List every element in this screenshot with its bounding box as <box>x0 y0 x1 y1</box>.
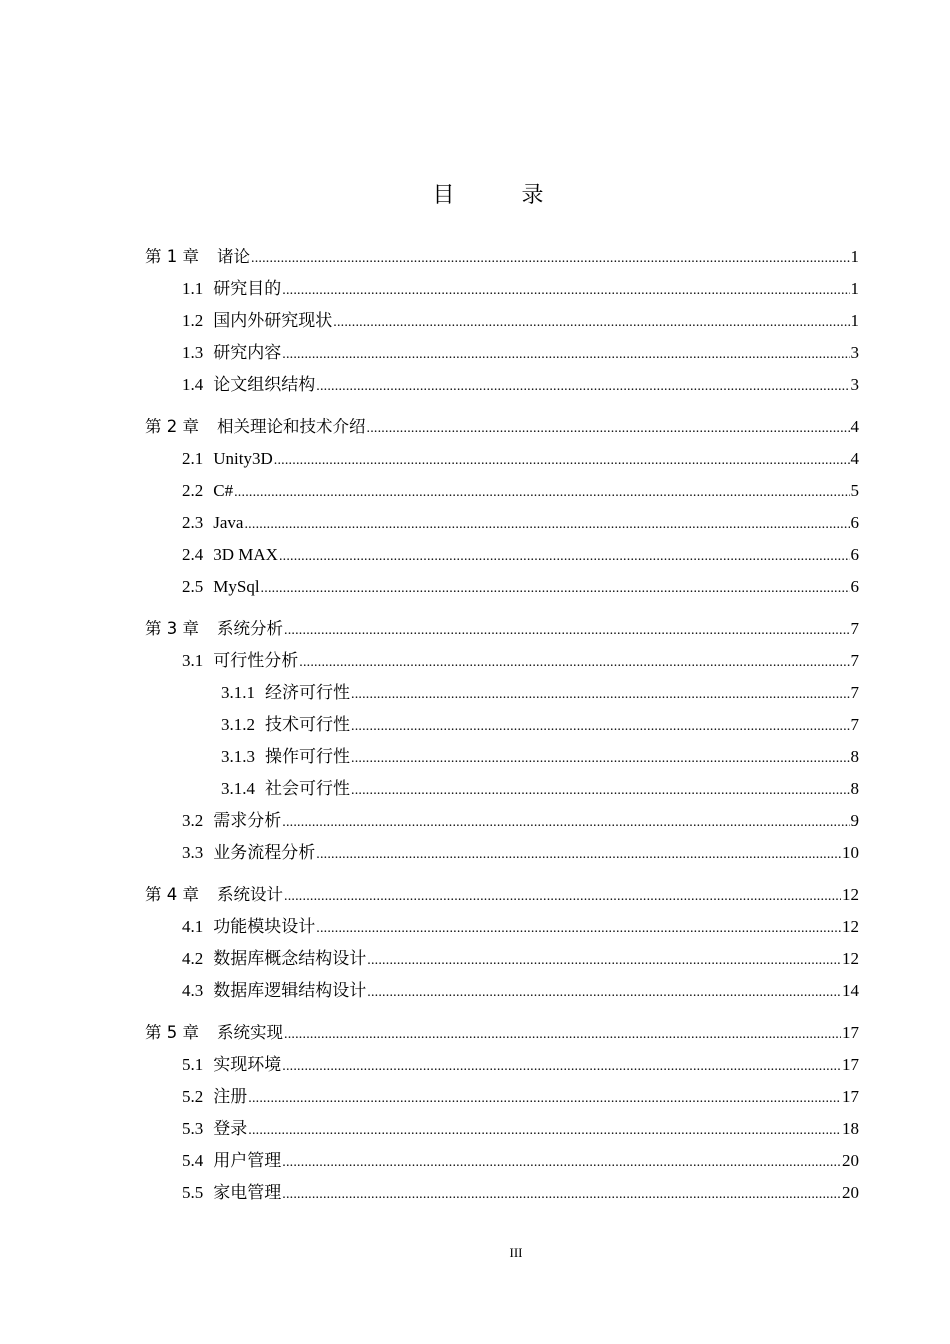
toc-entry-page: 5 <box>850 481 859 500</box>
toc-entry-number: 3.2 <box>182 811 204 830</box>
toc-entry-number: 4.1 <box>182 917 204 936</box>
toc-entry-title: 诸论 <box>217 247 250 266</box>
toc-entry-number: 3.1.4 <box>221 779 255 798</box>
toc-entry-page: 14 <box>842 981 859 1000</box>
dot-leader <box>299 647 849 679</box>
toc-entry-number: 2.5 <box>182 577 204 596</box>
toc-entry-number: 3.1 <box>182 651 204 670</box>
dot-leader <box>248 1115 841 1147</box>
toc-entry-number: 5.2 <box>182 1087 204 1106</box>
toc-entry-page: 12 <box>842 949 859 968</box>
toc-entry-1-1[interactable] <box>145 273 859 305</box>
toc-entry-number: 1.2 <box>182 311 204 330</box>
toc-entry-3-1-4[interactable] <box>145 773 859 805</box>
toc-entry-5-3[interactable] <box>145 1113 859 1145</box>
toc-entry-page: 12 <box>842 917 859 936</box>
toc-entry-2-3[interactable] <box>145 507 859 539</box>
toc-entry-title: 登录 <box>213 1119 248 1138</box>
table-of-contents <box>145 241 859 1209</box>
dot-leader <box>244 509 849 541</box>
toc-entry-1-4[interactable] <box>145 369 859 401</box>
toc-entry-page: 7 <box>850 619 859 638</box>
dot-leader <box>274 445 850 477</box>
dot-leader <box>282 807 849 839</box>
toc-entry-3-1-3[interactable] <box>145 741 859 773</box>
toc-entry-number: 3.1.1 <box>221 683 255 702</box>
toc-entry-1-3[interactable] <box>145 337 859 369</box>
dot-leader <box>367 945 841 977</box>
toc-entry-title: 实现环境 <box>213 1055 282 1074</box>
toc-entry-page: 18 <box>842 1119 859 1138</box>
toc-entry-4-1[interactable] <box>145 911 859 943</box>
dot-leader <box>251 243 850 275</box>
toc-entry-title: Unity3D <box>213 449 273 468</box>
dot-leader <box>284 615 850 647</box>
toc-entry-4-3[interactable] <box>145 975 859 1007</box>
dot-leader <box>282 275 849 307</box>
toc-entry-2-1[interactable] <box>145 443 859 475</box>
toc-entry-title: 经济可行性 <box>265 683 350 702</box>
toc-entry-title: 用户管理 <box>213 1151 282 1170</box>
toc-entry-page: 17 <box>842 1087 859 1106</box>
toc-entry-page: 10 <box>842 843 859 862</box>
toc-entry-page: 12 <box>842 885 859 904</box>
toc-entry-page: 4 <box>850 449 859 468</box>
toc-entry-number: 1.4 <box>182 375 204 394</box>
toc-entry-page: 7 <box>850 715 859 734</box>
toc-entry-number: 5.1 <box>182 1055 204 1074</box>
dot-leader <box>282 1179 841 1211</box>
dot-leader <box>316 913 841 945</box>
toc-entry-5-5[interactable] <box>145 1177 859 1209</box>
toc-entry-1-2[interactable] <box>145 305 859 337</box>
toc-entry-number: 第 1 章 <box>145 247 199 266</box>
toc-entry-number: 3.1.3 <box>221 747 255 766</box>
toc-entry-title: 系统分析 <box>217 619 283 638</box>
toc-entry-page: 7 <box>850 651 859 670</box>
toc-entry-title: 注册 <box>213 1087 248 1106</box>
toc-entry-title: 需求分析 <box>213 811 282 830</box>
toc-entry-title: 国内外研究现状 <box>213 311 333 330</box>
toc-entry-title: 操作可行性 <box>265 747 350 766</box>
toc-entry-page: 7 <box>850 683 859 702</box>
toc-entry-title: 系统设计 <box>217 885 283 904</box>
toc-entry-title: MySql <box>213 577 260 596</box>
dot-leader <box>351 743 850 775</box>
toc-entry-number: 1.1 <box>182 279 204 298</box>
toc-entry-4-2[interactable] <box>145 943 859 975</box>
toc-entry-page: 3 <box>850 375 859 394</box>
dot-leader <box>351 679 850 711</box>
toc-entry-title: 功能模块设计 <box>213 917 316 936</box>
toc-entry-number: 5.3 <box>182 1119 204 1138</box>
toc-entry-title: 可行性分析 <box>213 651 299 670</box>
toc-entry-page: 6 <box>850 577 859 596</box>
dot-leader <box>282 1051 841 1083</box>
toc-entry-5-2[interactable] <box>145 1081 859 1113</box>
dot-leader <box>351 775 850 807</box>
toc-entry-page: 3 <box>850 343 859 362</box>
toc-entry-page: 17 <box>842 1023 859 1042</box>
toc-entry-page: 8 <box>850 747 859 766</box>
toc-entry-3-2[interactable] <box>145 805 859 837</box>
dot-leader <box>261 573 850 605</box>
toc-entry-number: 第 3 章 <box>145 619 199 638</box>
toc-entry-page: 1 <box>850 247 859 266</box>
toc-entry-title: 研究内容 <box>213 343 282 362</box>
toc-entry-title: 家电管理 <box>213 1183 282 1202</box>
toc-entry-5-4[interactable] <box>145 1145 859 1177</box>
toc-entry-5-1[interactable] <box>145 1049 859 1081</box>
toc-entry-chapter-5[interactable] <box>145 1017 859 1049</box>
dot-leader <box>316 371 849 403</box>
dot-leader <box>351 711 850 743</box>
toc-entry-page: 6 <box>850 513 859 532</box>
toc-entry-number: 4.3 <box>182 981 204 1000</box>
toc-entry-page: 20 <box>842 1183 859 1202</box>
toc-entry-title: 数据库逻辑结构设计 <box>213 981 367 1000</box>
toc-entry-number: 3.1.2 <box>221 715 255 734</box>
toc-entry-number: 2.1 <box>182 449 204 468</box>
toc-entry-chapter-2[interactable] <box>145 411 859 443</box>
toc-entry-chapter-1[interactable] <box>145 241 859 273</box>
dot-leader <box>333 307 849 339</box>
dot-leader <box>367 977 841 1009</box>
dot-leader <box>284 1019 841 1051</box>
dot-leader <box>248 1083 841 1115</box>
toc-entry-page: 4 <box>850 417 859 436</box>
toc-entry-title: 研究目的 <box>213 279 282 298</box>
toc-entry-title: 社会可行性 <box>265 779 350 798</box>
footer-page-number: III <box>509 1245 523 1260</box>
dot-leader <box>279 541 850 573</box>
toc-entry-title: 数据库概念结构设计 <box>213 949 367 968</box>
toc-entry-page: 8 <box>850 779 859 798</box>
toc-entry-number: 3.3 <box>182 843 204 862</box>
toc-entry-title: 论文组织结构 <box>213 375 316 394</box>
toc-entry-number: 1.3 <box>182 343 204 362</box>
toc-entry-title: C# <box>213 481 234 500</box>
toc-entry-number: 5.5 <box>182 1183 204 1202</box>
toc-entry-chapter-3[interactable] <box>145 613 859 645</box>
dot-leader <box>367 413 850 445</box>
dot-leader <box>316 839 841 871</box>
toc-entry-2-2[interactable] <box>145 475 859 507</box>
toc-entry-page: 1 <box>850 279 859 298</box>
toc-entry-chapter-4[interactable] <box>145 879 859 911</box>
toc-entry-page: 20 <box>842 1151 859 1170</box>
toc-entry-number: 2.3 <box>182 513 204 532</box>
toc-entry-page: 17 <box>842 1055 859 1074</box>
toc-entry-page: 9 <box>850 811 859 830</box>
toc-entry-title: 3D MAX <box>213 545 278 564</box>
toc-entry-3-1[interactable] <box>145 645 859 677</box>
toc-entry-3-1-2[interactable] <box>145 709 859 741</box>
dot-leader <box>234 477 849 509</box>
toc-entry-number: 第 5 章 <box>145 1023 199 1042</box>
toc-entry-title: 系统实现 <box>217 1023 283 1042</box>
toc-entry-title: 技术可行性 <box>265 715 350 734</box>
toc-entry-page: 6 <box>850 545 859 564</box>
toc-entry-title: Java <box>213 513 244 532</box>
toc-entry-page: 1 <box>850 311 859 330</box>
dot-leader <box>284 881 841 913</box>
toc-entry-3-3[interactable] <box>145 837 859 869</box>
dot-leader <box>282 339 849 371</box>
toc-entry-3-1-1[interactable] <box>145 677 859 709</box>
toc-entry-number: 第 2 章 <box>145 417 199 436</box>
toc-entry-number: 第 4 章 <box>145 885 199 904</box>
toc-entry-number: 4.2 <box>182 949 204 968</box>
dot-leader <box>282 1147 841 1179</box>
toc-entry-title: 业务流程分析 <box>213 843 316 862</box>
toc-entry-number: 2.2 <box>182 481 204 500</box>
toc-entry-number: 2.4 <box>182 545 204 564</box>
toc-entry-title: 相关理论和技术介绍 <box>217 417 366 436</box>
toc-entry-number: 5.4 <box>182 1151 204 1170</box>
toc-entry-2-4[interactable] <box>145 539 859 571</box>
page-title: 目 录 <box>432 183 574 208</box>
toc-entry-2-5[interactable] <box>145 571 859 603</box>
